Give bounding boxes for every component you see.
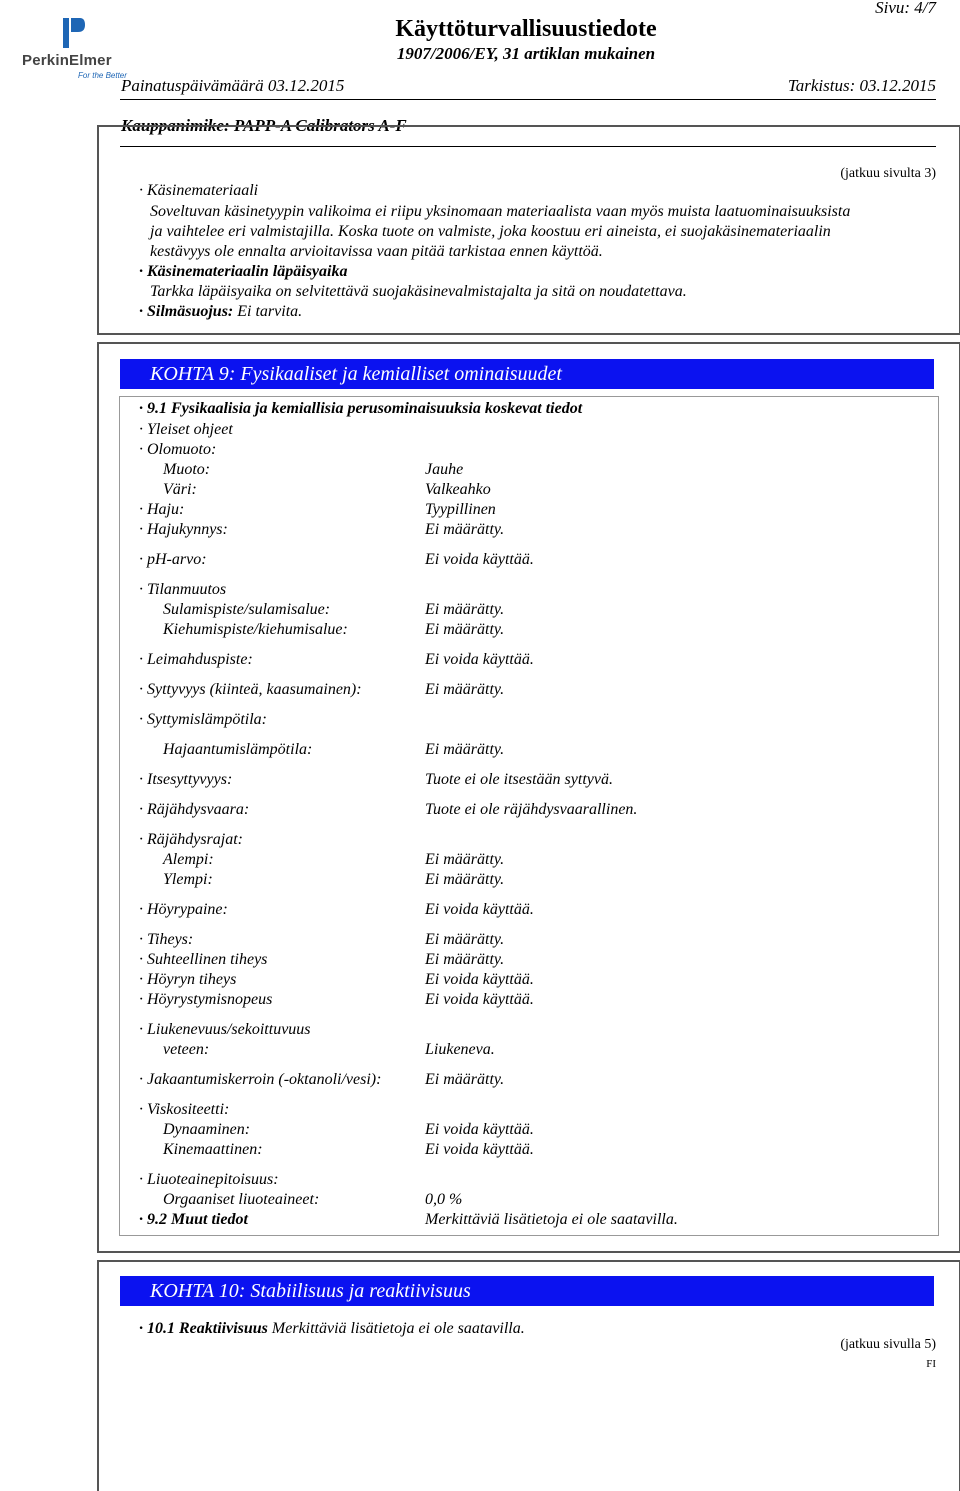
property-value: Ei voida käyttää. — [425, 1141, 534, 1158]
property-label: · Leimahduspiste: — [139, 651, 253, 668]
property-label: · Olomuoto: — [139, 441, 217, 458]
glove-material-heading: · Käsinemateriaali — [139, 182, 259, 199]
revision-date: Tarkistus: 03.12.2015 — [787, 76, 936, 95]
property-label: · Jakaantumiskerroin (-oktanoli/vesi): — [139, 1071, 382, 1088]
property-value: Tuote ei ole itsestään syttyvä. — [425, 771, 613, 788]
property-value: Ei määrätty. — [425, 851, 505, 868]
glove-permeation-text: Tarkka läpäisyaika on selvitettävä suojakäsinevalmistajalta ja sitä on noudatettava. — [150, 283, 687, 300]
property-label: · Liukenevuus/sekoittuvuus — [139, 1021, 311, 1038]
brand-name: PerkinElmer — [22, 52, 112, 69]
eye-protection-value: Ei tarvita. — [237, 303, 303, 320]
property-label: · Itsesyttyvyys: — [139, 771, 233, 788]
section-10-heading: KOHTA 10: Stabiilisuus ja reaktiivisuus — [120, 1276, 934, 1306]
property-label: · pH-arvo: — [139, 551, 207, 568]
property-value: Merkittäviä lisätietoja ei ole saatavilla. — [425, 1211, 678, 1228]
reactivity-label: · 10.1 Reaktiivisuus — [139, 1320, 268, 1337]
property-label: · Syttyvyys (kiinteä, kaasumainen): — [139, 681, 362, 698]
page-number: Sivu: 4/7 — [875, 0, 936, 17]
property-value: Ei määrätty. — [425, 601, 505, 618]
property-value: Tyypillinen — [425, 501, 496, 518]
property-label: · Räjähdysrajat: — [139, 831, 243, 848]
glove-material-text: ja vaihtelee eri valmistajilla. Koska tuote on valmiste, joka koostuu eri aineista, ei suojakäsinemateriaalin — [150, 223, 831, 240]
property-label: · Viskositeetti: — [139, 1101, 230, 1118]
property-value: Ei määrätty. — [425, 871, 505, 888]
property-label: veteen: — [163, 1041, 210, 1058]
property-value: Ei määrätty. — [425, 621, 505, 638]
property-label: Väri: — [163, 481, 197, 498]
property-value: Ei määrätty. — [425, 681, 505, 698]
print-date: Painatuspäivämäärä 03.12.2015 — [121, 76, 345, 95]
property-label: · 9.2 Muut tiedot — [139, 1211, 248, 1228]
property-value: Tuote ei ole räjähdysvaarallinen. — [425, 801, 638, 818]
property-label: · Höyrypaine: — [139, 901, 228, 918]
property-value: Valkeahko — [425, 481, 491, 498]
product-name: Kauppanimike: PAPP-A Calibrators A-F — [121, 116, 407, 135]
continued-from-note: (jatkuu sivulta 3) — [840, 166, 936, 181]
property-value: Ei voida käyttää. — [425, 551, 534, 568]
property-label: · 9.1 Fysikaalisia ja kemiallisia perusominaisuuksia koskevat tiedot — [139, 400, 583, 417]
eye-protection — [139, 303, 302, 321]
property-value: Ei voida käyttää. — [425, 651, 534, 668]
property-label: · Hajukynnys: — [139, 521, 228, 538]
reactivity-value: Merkittäviä lisätietoja ei ole saatavilla. — [271, 1320, 525, 1337]
document-subtitle: 1907/2006/EY, 31 artiklan mukainen — [396, 44, 656, 63]
glove-material-text: kestävyys ole ennalta arvioitavissa vaan pitää tarkistaa ennen käyttöä. — [150, 243, 603, 260]
property-label: · Tiheys: — [139, 931, 194, 948]
property-label: · Haju: — [139, 501, 185, 518]
property-value: 0,0 % — [425, 1191, 463, 1208]
document-title: Käyttöturvallisuustiedote — [395, 16, 657, 42]
property-label: · Höyrystymisnopeus — [139, 991, 273, 1008]
language-code: FI — [926, 1358, 936, 1370]
property-value: Ei voida käyttää. — [425, 991, 534, 1008]
property-label: Kinemaattinen: — [163, 1141, 263, 1158]
property-label: · Yleiset ohjeet — [139, 421, 233, 438]
eye-protection-label: · Silmäsuojus: — [139, 303, 234, 320]
property-value: Liukeneva. — [425, 1041, 495, 1058]
section-9-heading: KOHTA 9: Fysikaaliset ja kemialliset ominaisuudet — [120, 359, 934, 389]
property-label: Ylempi: — [163, 871, 213, 888]
property-label: · Räjähdysvaara: — [139, 801, 250, 818]
header-divider — [120, 99, 936, 100]
property-value: Ei määrätty. — [425, 931, 505, 948]
property-value: Ei voida käyttää. — [425, 1121, 534, 1138]
property-label: Hajaantumislämpötila: — [163, 741, 313, 758]
reactivity-row — [139, 1320, 525, 1338]
property-value: Ei määrätty. — [425, 521, 505, 538]
property-value: Jauhe — [425, 461, 464, 478]
property-label: Sulamispiste/sulamisalue: — [163, 601, 331, 618]
property-label: Alempi: — [163, 851, 214, 868]
property-label: Muoto: — [163, 461, 211, 478]
property-label: · Liuoteainepitoisuus: — [139, 1171, 279, 1188]
property-label: Dynaaminen: — [163, 1121, 251, 1138]
property-label: Kiehumispiste/kiehumisalue: — [163, 621, 348, 638]
property-value: Ei voida käyttää. — [425, 971, 534, 988]
continued-to-note: (jatkuu sivulla 5) — [840, 1337, 936, 1352]
property-value: Ei määrätty. — [425, 741, 505, 758]
brand-tagline: For the Better — [78, 71, 127, 80]
property-value: Ei voida käyttää. — [425, 901, 534, 918]
property-value: Ei määrätty. — [425, 951, 505, 968]
glove-permeation-heading: · Käsinemateriaalin läpäisyaika — [139, 263, 348, 280]
property-label: · Suhteellinen tiheys — [139, 951, 268, 968]
property-value: Ei määrätty. — [425, 1071, 505, 1088]
property-label: · Syttymislämpötila: — [139, 711, 267, 728]
property-label: Orgaaniset liuoteaineet: — [163, 1191, 320, 1208]
property-label: · Höyryn tiheys — [139, 971, 237, 988]
glove-material-text: Soveltuvan käsinetyypin valikoima ei riipu yksinomaan materiaalista vaan myös muista laatuominaisuuksista — [150, 203, 851, 220]
property-label: · Tilanmuutos — [139, 581, 227, 598]
